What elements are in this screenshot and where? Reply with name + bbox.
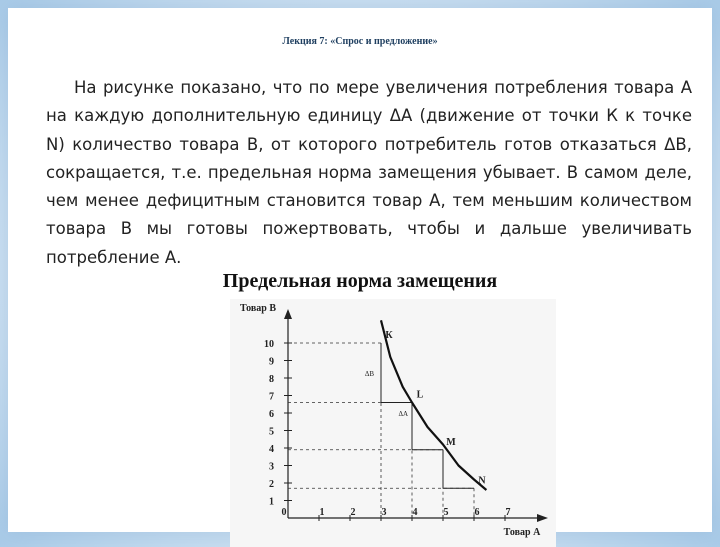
y-tick-label: 7 bbox=[269, 391, 274, 403]
point-label: N bbox=[478, 475, 486, 487]
x-axis-label: Товар А bbox=[503, 527, 541, 538]
point-label: L bbox=[416, 389, 424, 401]
point-label: M bbox=[446, 436, 456, 448]
body-paragraph: На рисунке показано, что по мере увеличения потребления товара А на каждую дополнительную единицу ΔА (движение от точки К к точке N) количество товара В, от которого потребитель готов отказаться ΔВ, сокращается, т.е. предельная норма замещения убывает. В самом деле, чем менее дефицитным становится товар А, тем меньшим количеством товара В мы готовы пожертвовать, чтобы и дальше увеличивать потребление А. bbox=[46, 78, 692, 267]
delta-annotation: ΔA bbox=[398, 410, 409, 418]
x-tick-label: 7 bbox=[505, 507, 511, 518]
indifference-chart bbox=[230, 299, 556, 547]
y-tick-label: 4 bbox=[269, 444, 274, 455]
y-axis-label: Товар В bbox=[239, 303, 277, 314]
x-tick-label: 0 bbox=[281, 507, 287, 518]
delta-annotation: ΔB bbox=[364, 369, 374, 378]
x-tick-label: 1 bbox=[319, 507, 325, 518]
y-axis-arrow bbox=[284, 309, 292, 319]
y-tick-label: 8 bbox=[269, 374, 274, 385]
figure-title: Предельная норма замещения bbox=[222, 270, 498, 292]
y-tick-label: 3 bbox=[269, 461, 274, 473]
point-label: К bbox=[385, 330, 393, 341]
indifference-curve bbox=[381, 320, 486, 490]
x-tick-label: 3 bbox=[381, 507, 387, 518]
y-tick-label: 9 bbox=[269, 356, 274, 368]
lecture-header: Лекция 7: «Спрос и предложение» bbox=[282, 36, 438, 47]
slide bbox=[8, 8, 712, 538]
y-tick-label: 6 bbox=[269, 409, 274, 420]
x-tick-label: 2 bbox=[350, 507, 356, 518]
y-tick-label: 10 bbox=[264, 339, 274, 350]
x-axis-arrow bbox=[537, 514, 548, 522]
x-tick-label: 4 bbox=[412, 507, 418, 518]
y-tick-label: 1 bbox=[269, 496, 274, 508]
y-tick-label: 2 bbox=[269, 479, 274, 490]
chart-svg bbox=[230, 299, 556, 547]
x-tick-label: 5 bbox=[443, 507, 449, 518]
x-tick-label: 6 bbox=[474, 507, 480, 518]
y-tick-label: 5 bbox=[269, 426, 274, 438]
